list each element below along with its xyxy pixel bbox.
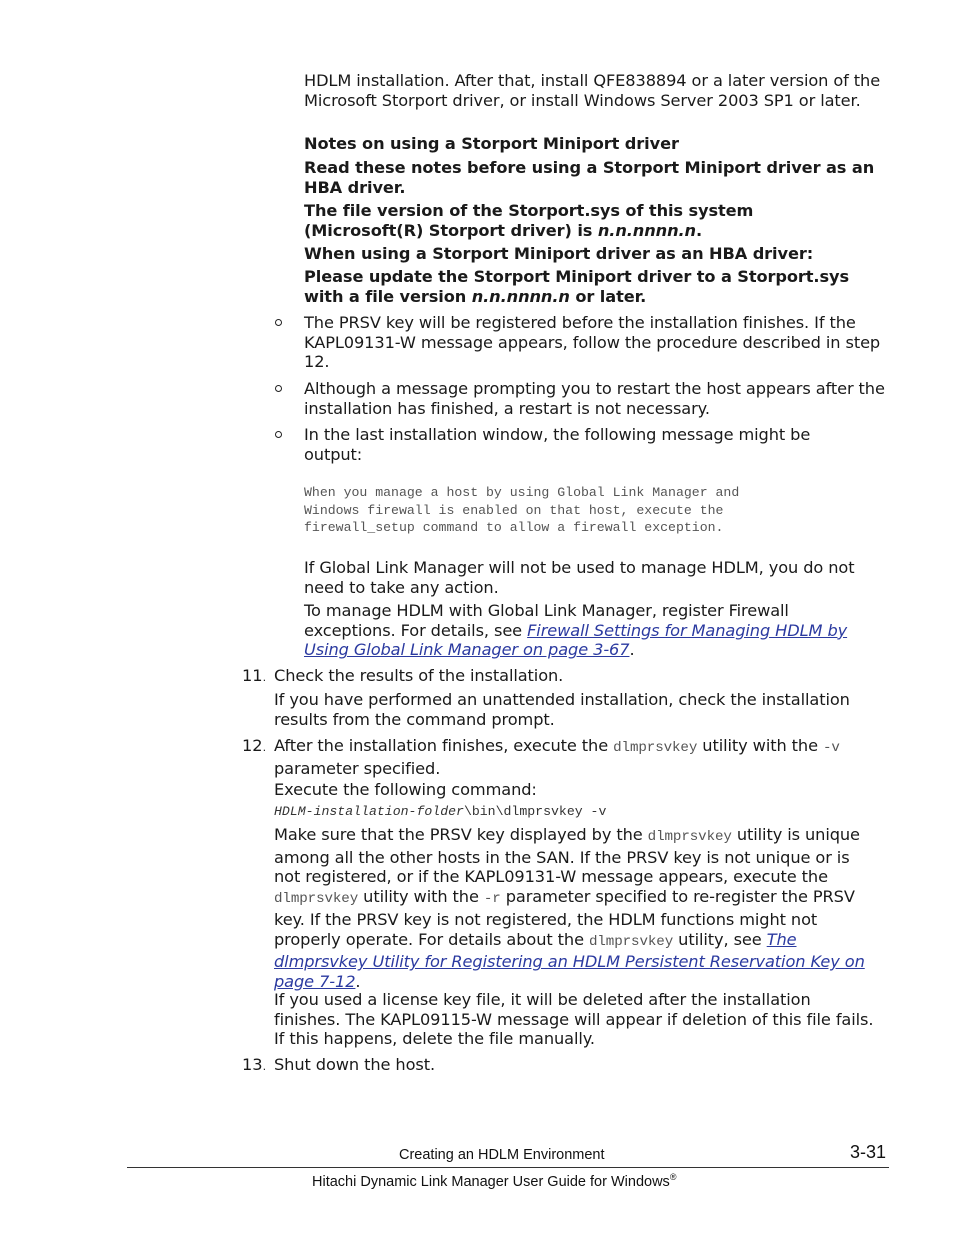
intro-paragraph: HDLM installation. After that, install QFE838894 or a later version of the Microsoft Storport driver, or install Windows Server 2003 SP1 or later. [304,71,881,110]
step-12-text [274,736,884,778]
bullet-restart: Although a message prompting you to restart the host appears after the installation has finished, a restart is not necessary. [304,379,885,418]
step-number-13: 13 [242,1055,263,1074]
step-number: 11. [242,666,267,685]
code-line: firewall_setup command to allow a firewall exception. [304,520,724,536]
registered-mark: ® [669,1172,677,1182]
bullet-prsv: The PRSV key will be registered before the installation finishes. If the KAPL09131-W message appears, follow the procedure described in step 12. [304,313,881,372]
step-11-text: Check the results of the installation. [274,666,564,685]
bullet-circle-icon [275,319,282,326]
file-version-note [304,201,864,240]
param-v-code: -v [822,740,840,756]
dlmprsvkey-code: dlmprsvkey [588,933,674,950]
footer-guide-title [312,1172,676,1190]
dlmprsvkey-code: dlmprsvkey [613,740,698,756]
footer-chapter: Creating an HDLM Environment [399,1147,605,1163]
step-number: 12. [242,736,267,755]
code-line: Windows firewall is enabled on that host, execute the [304,502,724,518]
param-r-code: -r [483,891,501,908]
step-12-text-c: parameter specified. [274,758,441,778]
dlmprsvkey-code: dlmprsvkey [647,829,732,845]
make-sure-text: utility is unique among all the other hosts in the SAN. If the PRSV key is not unique or is not registered, or if the KAPL09131-W message appears, execute the [274,825,860,887]
please-update-note [304,267,884,306]
make-sure-end: . [355,971,361,991]
code-line: When you manage a host by using Global Link Manager and [304,485,740,500]
license-file-paragraph: If you used a license key file, it will be deleted after the installation finishes. The KAPL09115-W message will appear if deletion of this file fails. If this happens, delete the file manually. [274,990,874,1049]
glm-manage [304,601,882,660]
bullet-circle-icon [275,431,282,438]
make-sure-paragraph [274,825,870,992]
footer-divider [127,1167,889,1168]
step-12-text-a: After the installation finishes, execute the [274,736,614,755]
when-using-note: When using a Storport Miniport driver as an HBA driver: [304,244,814,263]
glm-not-used: If Global Link Manager will not be used to manage HDLM, you do not need to take any action. [304,558,855,597]
step-13-text: Shut down the host. [274,1055,436,1074]
dlmprsvkey-utility-link[interactable]: The dlmprsvkey Utility for Registering an HDLM Persistent Reservation Key on page 7-12 [274,929,865,991]
bullet-circle-icon [275,385,282,392]
please-update-end: or later. [569,286,647,306]
dlmprsvkey-code: dlmprsvkey [274,891,359,908]
glm-manage-text: To manage HDLM with Global Link Manager, register Firewall exceptions. For details, see [304,601,789,640]
page-number: 3-31 [850,1142,887,1162]
glm-manage-end: . [629,640,635,660]
command-path: \bin\dlmprsvkey -v [463,804,607,819]
step-number: 13. [242,1055,267,1074]
file-version-end: . [695,220,703,240]
step-11-detail: If you have performed an unattended installation, check the installation results from the command prompt. [274,690,850,729]
dlmprsvkey-command [274,803,606,821]
file-version-value: n.n.nnnn.n [597,220,696,240]
step-number-11: 11 [242,666,263,685]
make-sure-text: utility with the [358,887,484,907]
file-version-text: The file version of the Storport.sys of this system (Microsoft(R) Storport driver) is [304,201,754,240]
guide-title-text: Hitachi Dynamic Link Manager User Guide for Windows [312,1173,670,1190]
execute-command-label: Execute the following command: [274,780,537,799]
make-sure-text: utility, see [673,929,767,949]
firewall-settings-link[interactable]: Firewall Settings for Managing HDLM by Using Global Link Manager on page 3-67 [304,620,848,660]
make-sure-text: parameter specified to re-register the PRSV key. If the PRSV key is not registered, the HDLM functions might not properly operate. For details about the [274,887,855,949]
installation-folder-placeholder: HDLM-installation-folder [274,804,464,819]
bullet-last-window: In the last installation window, the following message might be output: [304,425,811,464]
make-sure-text: Make sure that the PRSV key displayed by the [274,825,648,844]
step-12-text-b: utility with the [697,736,823,755]
please-update-text: Please update the Storport Miniport driver to a Storport.sys with a file version [304,267,849,306]
firewall-message-code [304,484,739,537]
notes-read: Read these notes before using a Storport Miniport driver as an HBA driver. [304,158,875,197]
notes-title: Notes on using a Storport Miniport driver [304,134,679,153]
step-number-12: 12 [242,736,263,755]
please-update-value: n.n.nnnn.n [471,286,570,306]
